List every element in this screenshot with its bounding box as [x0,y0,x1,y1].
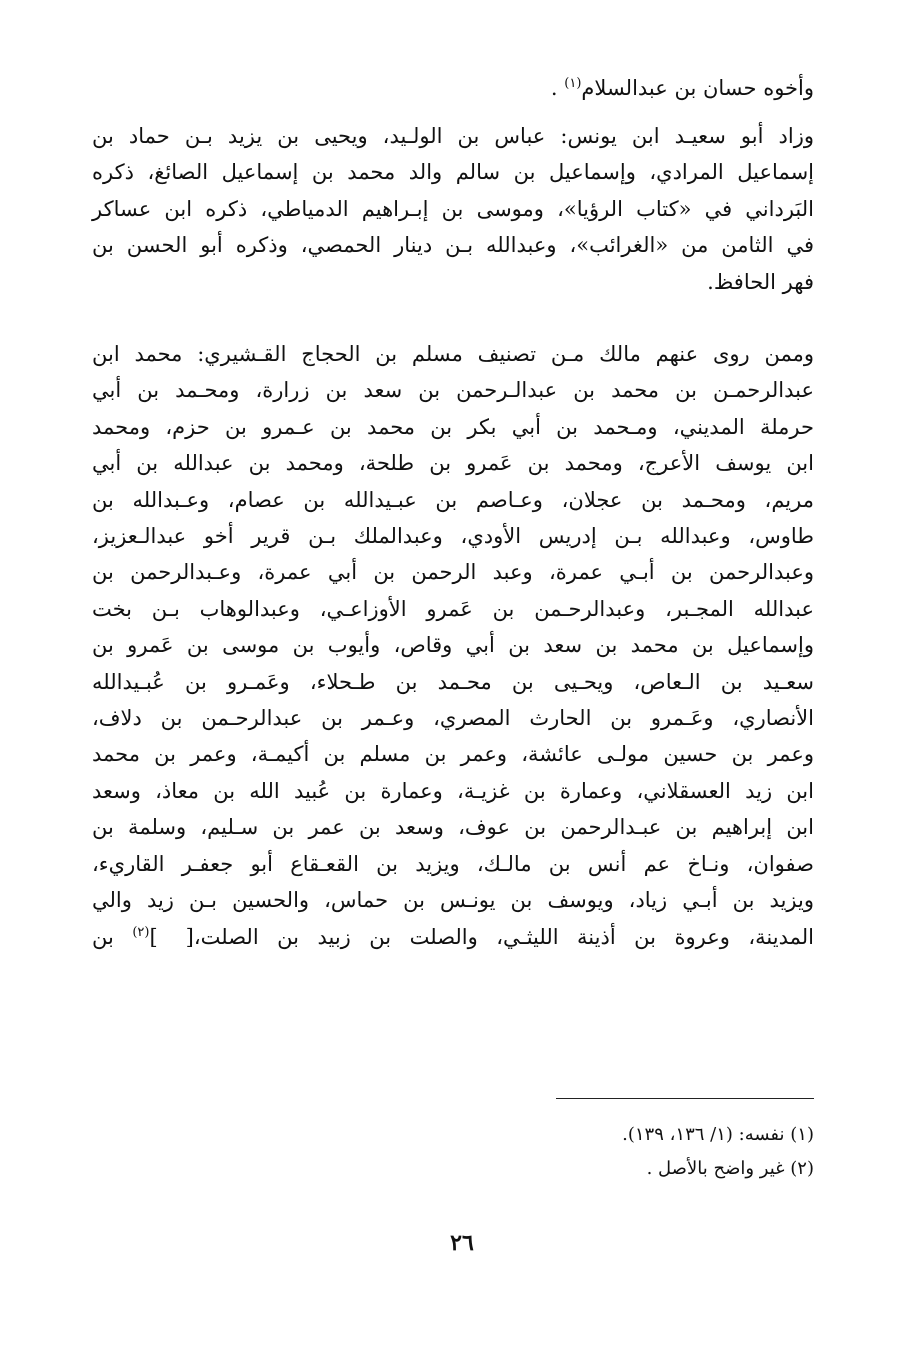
text-line-end: بن [92,924,133,949]
footnote-item: (٢) غير واضح بالأصل . [646,1158,814,1179]
paragraph-intro [92,70,814,106]
text-line: ابن يوسف الأعرج، ومحمد بن عَمرو بن طلحة، ومحمد بن عبدالله بن أبي [92,451,814,476]
footnotes [314,1118,814,1186]
text-line: سعـيد بن الـعاص، ويحـيى بن محـمد بن طـحلاء، وعَمـرو بن عُبـيدالله [92,669,814,694]
text-line-end: . [550,76,565,100]
paragraph-ibn-yunus [92,118,814,300]
footnote-marker: (٢) [132,924,150,940]
text-line-content: وأخوه حسان بن عبدالسلام [581,76,814,100]
text-line: إسماعيل المرادي، وإسماعيل بن سالم والد محمد بن إسماعيل الصائغ، ذكره [92,160,814,185]
text-line [92,919,814,955]
text-line: وإسماعيل بن محمد بن سعد بن أبي وقاص، وأيوب بن موسى بن عَمرو بن [92,633,814,658]
footnote-divider [556,1098,814,1099]
text-line: وعبدالرحمن بن أبـي عمرة، وعبد الرحمن بن أبي عمرة، وعـبدالرحمن بن [92,560,814,585]
text-line: عبدالله المجـبر، وعبدالرحـمن بن عَمرو الأوزاعـي، وعبدالوهاب بـن بخت [92,596,814,621]
text-line: ابن إبراهيم بن عبـدالرحمن بن عوف، وسعد بن عمر بن سـليم، وسلمة بن [92,815,814,840]
text-line [92,70,814,106]
text-line: صفوان، ونـاخ عم أنس بن مالـك، ويزيد بن القعـقاع أبو جعفـر القاريء، [92,851,814,876]
bracket-close: ] [149,924,158,949]
text-line-content: المدينة، وعروة بن أذينة الليثـي، والصلت بن زبيد بن الصلت،[ [185,924,814,949]
text-line: وعمر بن حسين مولـى عائشة، وعمر بن مسلم بن أكيمـة، وعمر بن محمد [92,742,814,767]
text-line: ابن زيد العسقلاني، وعمارة بن غزيـة، وعمارة بن عُبيد الله بن معاذ، وسعد [92,778,814,803]
text-line: وزاد أبو سعيـد ابن يونس: عباس بن الولـيد، ويحيى بن يزيد بـن حماد بن [92,124,814,148]
text-line: عبدالرحمـن بن محمد بن عبدالـرحمن بن سعد بن زرارة، ومحـمد بن أبي [92,378,814,403]
text-line: مريم، ومحـمد بن عجلان، وعـاصم بن عبـيدالله بن عصام، وعـبدالله بن [92,487,814,512]
paragraph-malik-narrators [92,336,814,955]
footnote-marker: (١) [564,76,582,91]
text-line: ويزيد بن أبـي زياد، ويوسف بن يونـس بن حماس، والحسين بـن زيد والي [92,888,814,913]
text-line: الأنصاري، وعَـمرو بن الحارث المصري، وعـمر بن عبدالرحـمن بن دلاف، [92,706,814,731]
text-line: حرملة المديني، ومـحمد بن أبي بكر بن محمد بن عـمرو بن حزم، ومحمد [92,414,814,439]
footnote-item: (١) نفسه: (١/ ١٣٦، ١٣٩). [622,1124,814,1145]
text-line: وممن روى عنهم مالك مـن تصنيف مسلم بن الحجاج القـشيري: محمد ابن [92,342,814,366]
page-number: ٢٦ [450,1230,474,1256]
text-line: طاوس، وعبدالله بـن إدريس الأودي، وعبدالملك بـن قرير أخو عبدالـعزيز، [92,524,814,549]
text-line: فهر الحافظ. [707,269,814,294]
text-line: البَرداني في «كتاب الرؤيا»، وموسى بن إبـراهيم الدمياطي، ذكره ابن عساكر [92,196,814,221]
text-line: في الثامن من «الغرائب»، وعبدالله بـن دينار الحمصي، وذكره أبو الحسن بن [92,233,814,258]
